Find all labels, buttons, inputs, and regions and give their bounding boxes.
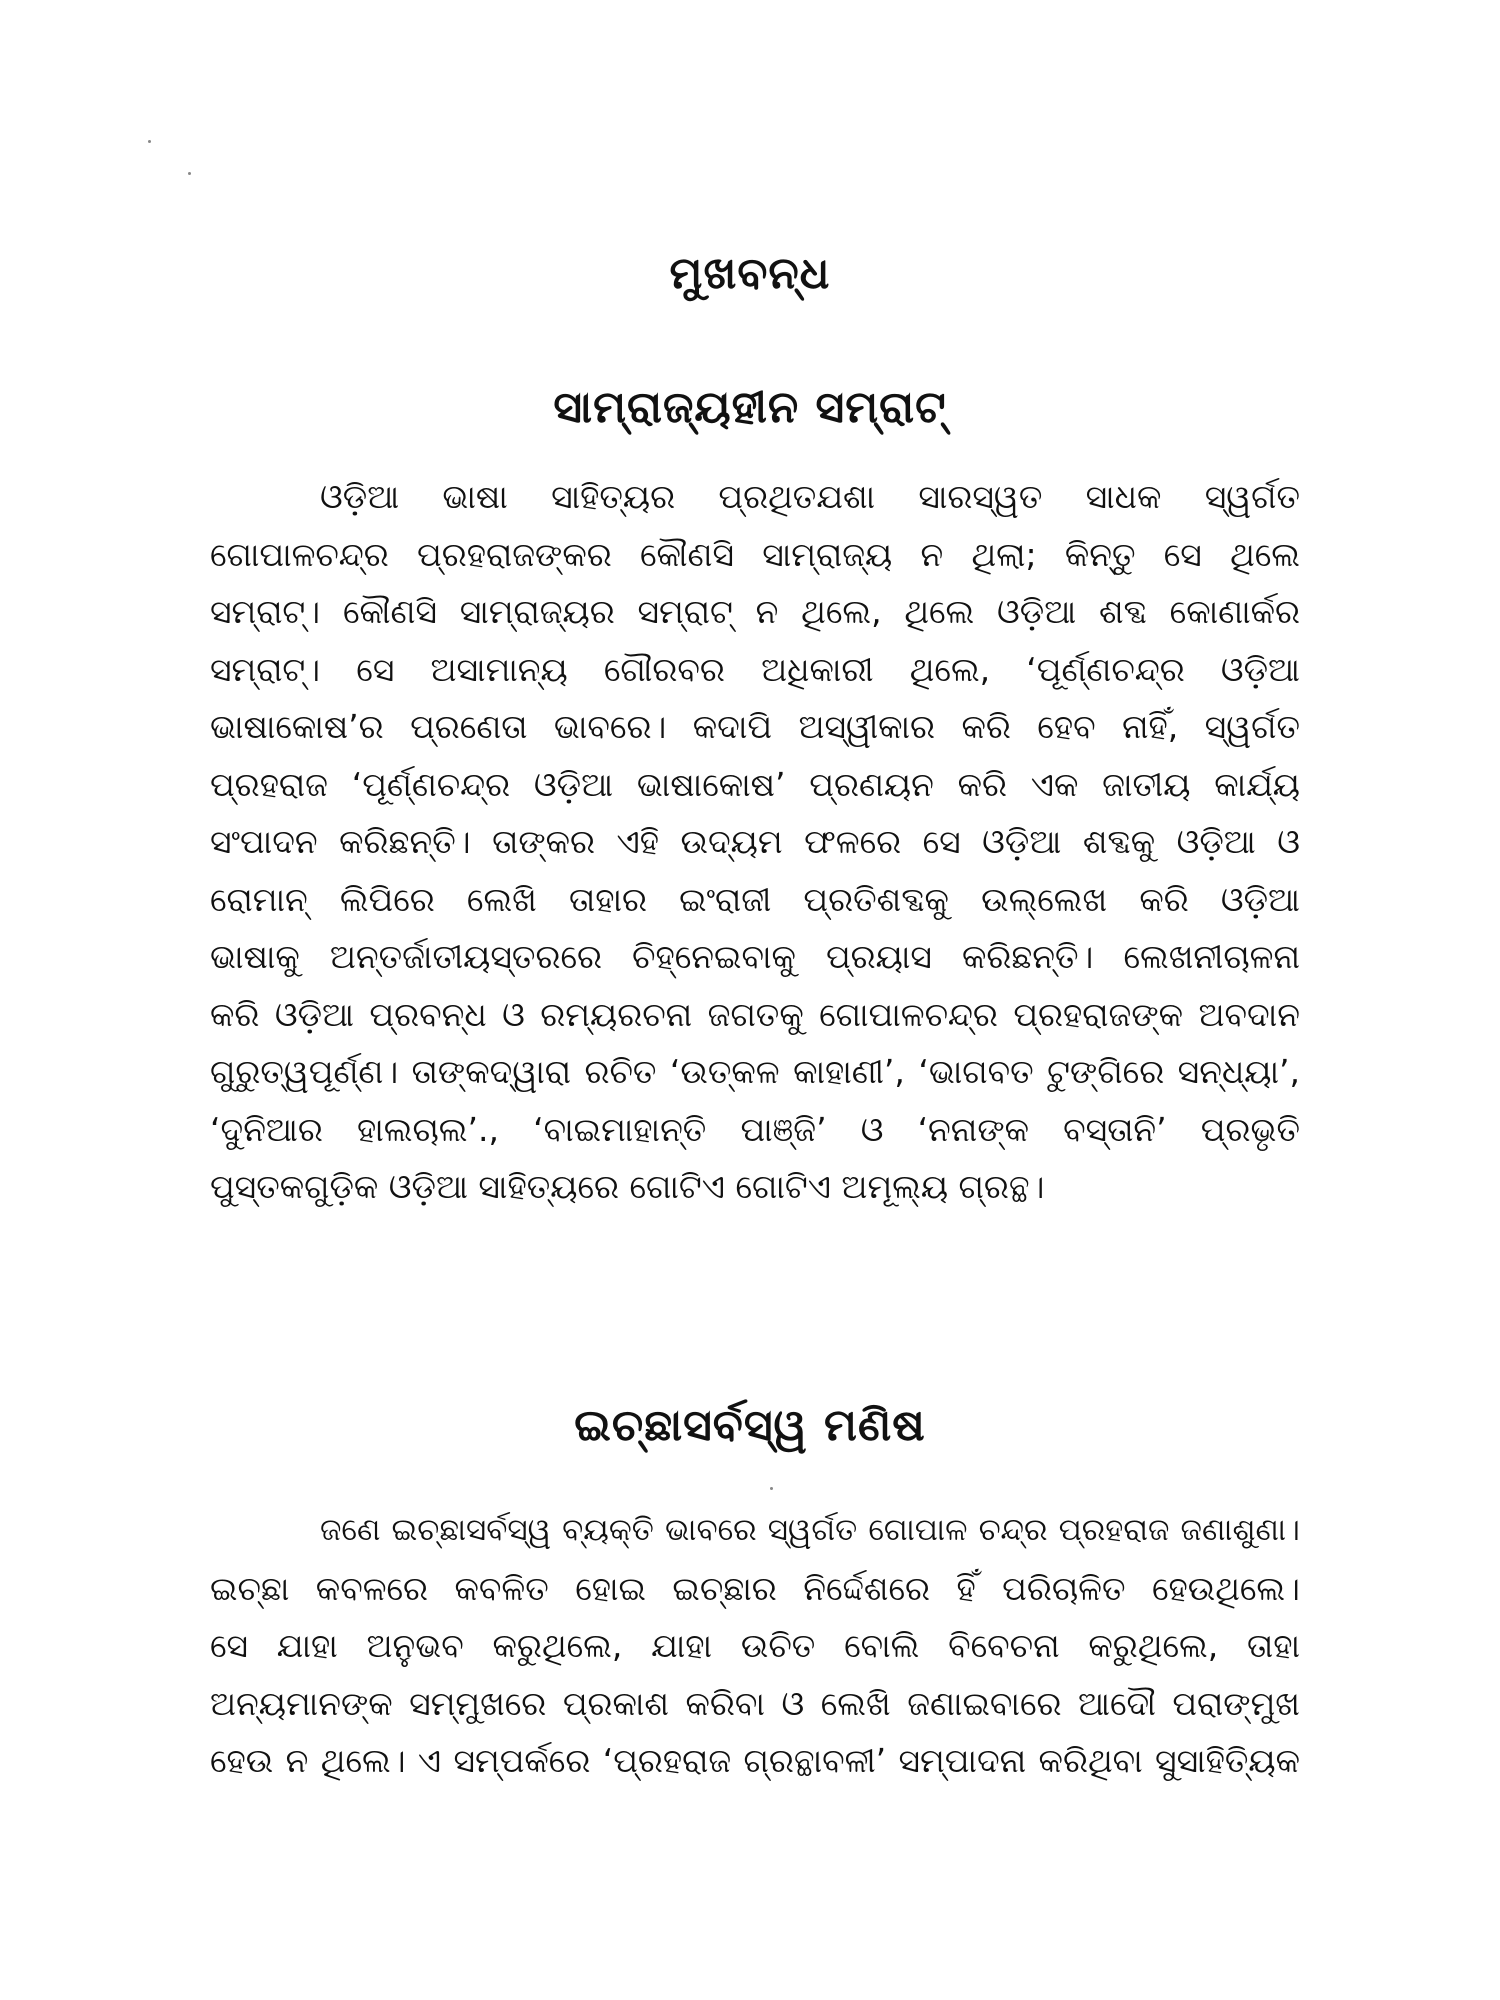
text-line: ‘ଦୁନିଆର ହାଲଚାଲ’., ‘ବାଇମାହାନ୍ତି ପାଞ୍ଜି’ ଓ ‘ନନାଙ୍କ ବସ୍ତାନି’ ପ୍ରଭୃତି: [210, 1109, 1300, 1149]
text-line: ସଂପାଦନ କରିଛନ୍ତି। ତାଙ୍କର ଏହି ଉଦ୍ୟମ ଫଳରେ ସେ ଓଡ଼ିଆ ଶବ୍ଦକୁ ଓଡ଼ିଆ ଓ: [210, 822, 1300, 861]
text-line: ସମ୍ରାଟ୍। କୌଣସି ସାମ୍ରାଜ୍ୟର ସମ୍ରାଟ୍ ନ ଥିଲେ, ଥିଲେ ଓଡ଼ିଆ ଶବ୍ଦ କୋଣାର୍କର: [210, 592, 1300, 631]
section-body-emperor: [210, 468, 1300, 1216]
text-line: ଗୁରୁତ୍ୱପୂର୍ଣ୍ଣ। ତାଙ୍କଦ୍ୱାରା ରଚିତ ‘ଉତ୍କଳ କାହାଣୀ’, ‘ଭାଗବତ ଟୁଙ୍ଗିରେ ସନ୍ଧ୍ୟା’,: [210, 1052, 1300, 1091]
text-line: ଗୋପାଳଚନ୍ଦ୍ର ପ୍ରହରାଜଙ୍କର କୌଣସି ସାମ୍ରାଜ୍ୟ ନ ଥିଲା; କିନ୍ତୁ ସେ ଥିଲେ: [210, 534, 1300, 574]
text-line: ଜଣେ ଇଚ୍ଛାସର୍ବସ୍ୱ ବ୍ୟକ୍ତି ଭାବରେ ସ୍ୱର୍ଗତ ଗୋପାଳ ଚନ୍ଦ୍ର ପ୍ରହରାଜ ଜଣାଶୁଣା।: [320, 1512, 1300, 1548]
text-line: ପୁସ୍ତକଗୁଡ଼ିକ ଓଡ଼ିଆ ସାହିତ୍ୟରେ ଗୋଟିଏ ଗୋଟିଏ ଅମୂଲ୍ୟ ଗ୍ରନ୍ଥ।: [210, 1167, 1045, 1206]
text-line: ପ୍ରହରାଜ ‘ପୂର୍ଣ୍ଣଚନ୍ଦ୍ର ଓଡ଼ିଆ ଭାଷାକୋଷ’ ପ୍ରଣୟନ କରି ଏକ ଜାତୀୟ କାର୍ଯ୍ୟ: [210, 764, 1300, 804]
text-line: ସମ୍ରାଟ୍। ସେ ଅସାମାନ୍ୟ ଗୌରବର ଅଧିକାରୀ ଥିଲେ, ‘ପୂର୍ଣ୍ଣଚନ୍ଦ୍ର ଓଡ଼ିଆ: [210, 649, 1300, 689]
text-line: ସେ ଯାହା ଅନୁଭବ କରୁଥିଲେ, ଯାହା ଉଚିତ ବୋଲି ବିବେଚନା କରୁଥିଲେ, ତାହା: [210, 1626, 1300, 1665]
scan-speck: [148, 140, 151, 143]
text-line: କରି ଓଡ଼ିଆ ପ୍ରବନ୍ଧ ଓ ରମ୍ୟରଚନା ଜଗତକୁ ଗୋପାଳଚନ୍ଦ୍ର ପ୍ରହରାଜଙ୍କ ଅବଦାନ: [210, 994, 1300, 1034]
section-heading-will: ଇଚ୍ଛାସର୍ବସ୍ୱ ମଣିଷ: [574, 1400, 926, 1451]
scan-speck: [188, 172, 191, 175]
text-line: ଓଡ଼ିଆ ଭାଷା ସାହିତ୍ୟର ପ୍ରଥିତଯଶା ସାରସ୍ୱତ ସାଧକ ସ୍ୱର୍ଗତ: [320, 477, 1300, 516]
page-title: ମୁଖବନ୍ଧ: [669, 248, 831, 299]
text-line: ଭାଷାକୋଷ’ର ପ୍ରଣେତା ଭାବରେ। କଦାପି ଅସ୍ୱୀକାର କରି ହେବ ନାହିଁ, ସ୍ୱର୍ଗତ: [210, 707, 1300, 746]
scan-speck: [770, 1487, 773, 1490]
section-body-will: [210, 1502, 1300, 1790]
section-heading-emperor: ସାମ୍ରାଜ୍ୟହୀନ ସମ୍ରାଟ୍: [553, 382, 947, 433]
text-line: ରୋମାନ୍ ଲିପିରେ ଲେଖି ତାହାର ଇଂରାଜୀ ପ୍ରତିଶବ୍ଦକୁ ଉଲ୍ଲେଖ କରି ଓଡ଼ିଆ: [210, 879, 1300, 919]
text-line: ଭାଷାକୁ ଅନ୍ତର୍ଜାତୀୟସ୍ତରରେ ଚିହ୍ନେଇବାକୁ ପ୍ରୟାସ କରିଛନ୍ତି। ଲେଖନୀଚାଳନା: [210, 937, 1300, 976]
text-line: ଅନ୍ୟମାନଙ୍କ ସମ୍ମୁଖରେ ପ୍ରକାଶ କରିବା ଓ ଲେଖି ଜଣାଇବାରେ ଆଦୌ ପରାଙ୍ମୁଖ: [210, 1683, 1300, 1723]
text-line: ଇଚ୍ଛା କବଳରେ କବଳିତ ହୋଇ ଇଚ୍ଛାର ନିର୍ଦ୍ଦେଶରେ ହିଁ ପରିଚାଳିତ ହେଉଥିଲେ।: [210, 1568, 1300, 1608]
text-line: ହେଉ ନ ଥିଲେ। ଏ ସମ୍ପର୍କରେ ‘ପ୍ରହରାଜ ଗ୍ରନ୍ଥାବଳୀ’ ସମ୍ପାଦନା କରିଥିବା ସୁସାହିତ୍ୟିକ: [210, 1741, 1300, 1780]
